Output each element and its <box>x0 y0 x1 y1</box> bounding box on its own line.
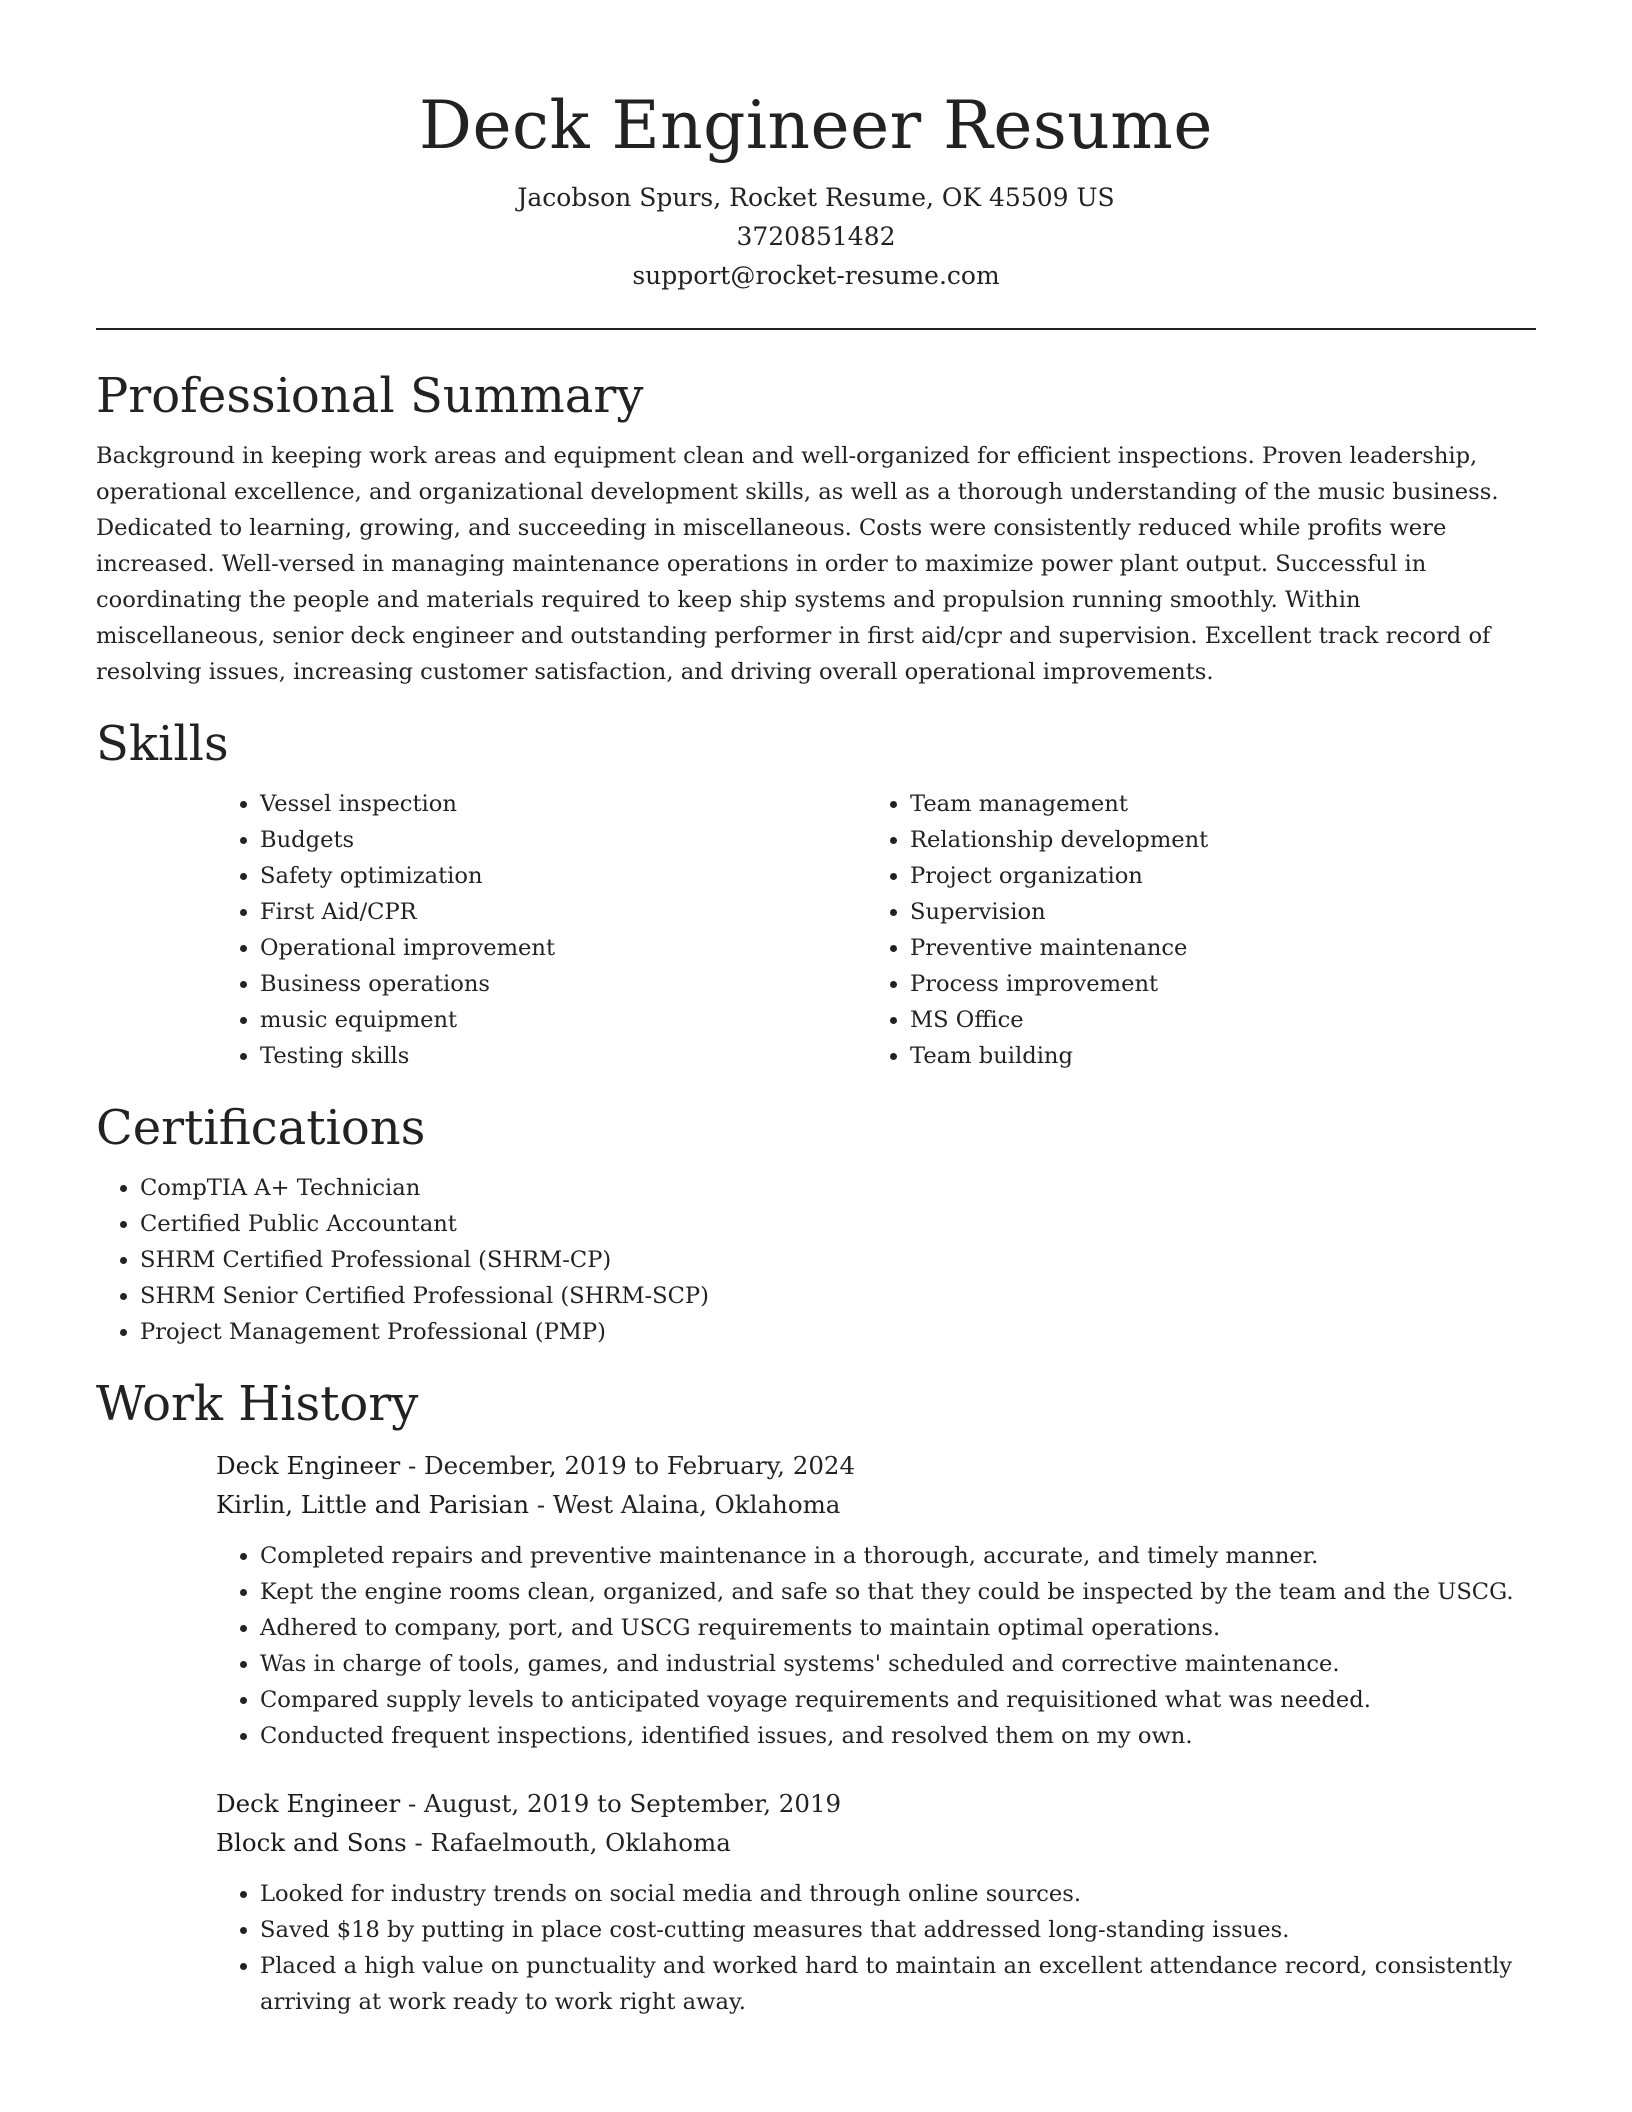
summary-heading: Professional Summary <box>96 368 644 424</box>
job-duty-item: • Adhered to company, port, and USCG requirements to maintain optimal operations. <box>260 1610 1536 1646</box>
skills-column-right <box>866 786 1516 1074</box>
skill-item: • First Aid/CPR <box>260 894 866 930</box>
skill-item: • Preventive maintenance <box>910 930 1516 966</box>
skills-heading: Skills <box>96 716 229 772</box>
job-duty-item: • Conducted frequent inspections, identified issues, and resolved them on my own. <box>260 1718 1536 1754</box>
job-duty-item: • Completed repairs and preventive maintenance in a thorough, accurate, and timely manner. <box>260 1538 1536 1574</box>
skill-item: • Relationship development <box>910 822 1516 858</box>
certifications-heading: Certifications <box>96 1100 426 1156</box>
resume-title: Deck Engineer Resume <box>419 87 1213 164</box>
resume-page <box>96 0 1536 2020</box>
job-duty-item: • Looked for industry trends on social media and through online sources. <box>260 1876 1536 1912</box>
skills-list-left <box>216 786 866 1074</box>
skill-item: • Team building <box>910 1038 1516 1074</box>
job-duties-list <box>216 1876 1536 2020</box>
job-location: - Rafaelmouth, Oklahoma <box>406 1828 731 1857</box>
job-company: Block and Sons <box>216 1828 407 1857</box>
job-duty-item: • Was in charge of tools, games, and industrial systems' scheduled and corrective maintenance. <box>260 1646 1536 1682</box>
job-dates: - December, 2019 to February, 2024 <box>400 1451 856 1480</box>
job-title-line <box>216 1784 1536 1823</box>
skills-column-left <box>216 786 866 1074</box>
job-title-line <box>216 1446 1536 1485</box>
skill-item: • Budgets <box>260 822 866 858</box>
skill-item: • Testing skills <box>260 1038 866 1074</box>
skills-grid <box>216 786 1536 1074</box>
job-duties-list <box>216 1538 1536 1754</box>
skill-item: • Process improvement <box>910 966 1516 1002</box>
job-company-line <box>216 1485 1536 1524</box>
work-history-heading: Work History <box>96 1376 419 1432</box>
skill-item: • MS Office <box>910 1002 1516 1038</box>
job-duty-item: • Saved $18 by putting in place cost-cutting measures that addressed long-standing issues. <box>260 1912 1536 1948</box>
certifications-section <box>96 1096 1536 1350</box>
certification-item: • CompTIA A+ Technician <box>140 1170 1536 1206</box>
certification-item: • SHRM Senior Certified Professional (SHRM-SCP) <box>140 1278 1536 1314</box>
certification-item: • SHRM Certified Professional (SHRM-CP) <box>140 1242 1536 1278</box>
job-entry <box>216 1446 1536 1754</box>
certification-item: • Certified Public Accountant <box>140 1206 1536 1242</box>
skill-item: • Operational improvement <box>260 930 866 966</box>
summary-text: Background in keeping work areas and equipment clean and well-organized for efficient inspections. Proven leadership, operational excellence, and organizational development skills, as well as a thorough understanding of the music business. Dedicated to learning, growing, and succeeding in miscellaneous. Costs were consistently reduced while profits were increased. Well-versed in managing maintenance operations in order to maximize power plant output. Successful in coordinating the people and materials required to keep ship systems and propulsion running smoothly. Within miscellaneous, senior deck engineer and outstanding performer in first aid/cpr and supervision. Excellent track record of resolving issues, increasing customer satisfaction, and driving overall operational improvements. <box>96 443 1499 685</box>
skill-item: • music equipment <box>260 1002 866 1038</box>
certification-item: • Project Management Professional (PMP) <box>140 1314 1536 1350</box>
job-company-line <box>216 1823 1536 1862</box>
job-duty-item: • Kept the engine rooms clean, organized, and safe so that they could be inspected by the team and the USCG. <box>260 1574 1536 1610</box>
header-divider <box>96 328 1536 330</box>
skill-item: • Team management <box>910 786 1516 822</box>
skill-item: • Project organization <box>910 858 1516 894</box>
job-duty-item: • Placed a high value on punctuality and worked hard to maintain an excellent attendance record, consistently arriving at work ready to work right away. <box>260 1948 1536 2020</box>
skills-list-right <box>866 786 1516 1074</box>
skills-section <box>96 712 1536 1074</box>
contact-phone: 3720851482 <box>736 222 896 251</box>
job-location: - West Alaina, Oklahoma <box>529 1490 841 1519</box>
certifications-list <box>96 1170 1536 1350</box>
job-title: Deck Engineer <box>216 1789 401 1818</box>
skill-item: • Vessel inspection <box>260 786 866 822</box>
contact-email: support@rocket-resume.com <box>632 261 1000 290</box>
skill-item: • Safety optimization <box>260 858 866 894</box>
job-title: Deck Engineer <box>216 1451 401 1480</box>
work-history-section <box>96 1372 1536 2020</box>
job-duty-item: • Compared supply levels to anticipated voyage requirements and requisitioned what was needed. <box>260 1682 1536 1718</box>
contact-address: Jacobson Spurs, Rocket Resume, OK 45509 US <box>517 183 1115 212</box>
job-entry <box>216 1784 1536 2020</box>
job-dates: - August, 2019 to September, 2019 <box>400 1789 842 1818</box>
skill-item: • Business operations <box>260 966 866 1002</box>
resume-header <box>96 0 1536 295</box>
summary-section <box>96 364 1536 690</box>
job-company: Kirlin, Little and Parisian <box>216 1490 529 1519</box>
skill-item: • Supervision <box>910 894 1516 930</box>
